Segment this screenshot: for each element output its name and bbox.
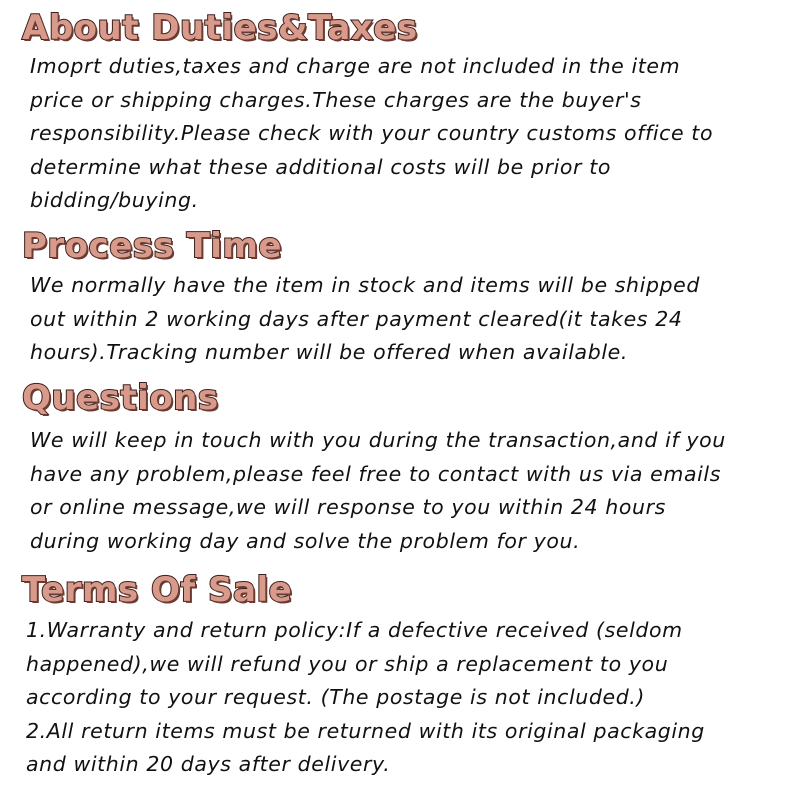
duties-taxes-text: Imoprt duties,taxes and charge are not included in the item price or shipping charges.These charges are the buyer's responsibility.Please check with your country customs office to determine what these additional costs will be prior to bidding/buying. (30, 54, 714, 212)
process-time-heading: Process Time (22, 226, 282, 266)
duties-taxes-heading: About Duties&Taxes (22, 8, 418, 48)
terms-of-sale-heading: Terms Of Sale (22, 570, 293, 610)
questions-heading: Questions (22, 378, 219, 418)
questions-text: We will keep in touch with you during the transaction,and if you have any problem,please feel free to contact with us via emails or online message,we will response to you within 24 hours during working day and solve the problem for you. (30, 428, 726, 553)
process-time-text: We normally have the item in stock and items will be shipped out within 2 working days after payment cleared(it takes 24 hours).Tracking number will be offered when available. (30, 273, 700, 364)
terms-of-sale-text: 1.Warranty and return policy:If a defective received (seldom happened),we will refund you or ship a replacement to you according to your request. (The postage is not included.) 2.All return items must be returned with its original packaging and within 20 days after delivery. (26, 618, 705, 776)
